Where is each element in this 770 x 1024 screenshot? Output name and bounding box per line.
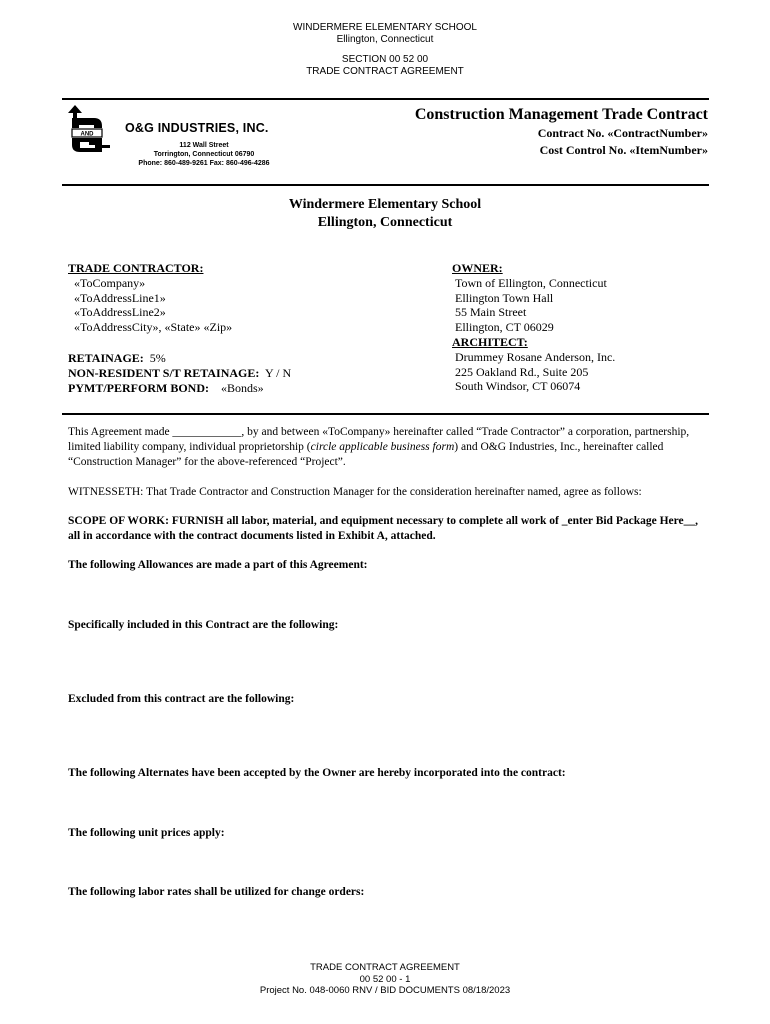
- agreement-text-part1: This Agreement made ____________, by and between «ToCompany» hereinafter called “Trade Contractor” a corporation, partnership, limited liability company, individual proprietorship (: [68, 426, 690, 453]
- owner-line3: 55 Main Street: [455, 305, 527, 320]
- agreement-text-part2: ) and O&G Industries, Inc., hereinafter called “Construction Manager” for the above-referenced “Project”.: [68, 441, 664, 468]
- nonresident-label: NON-RESIDENT S/T RETAINAGE:: [68, 365, 260, 380]
- trade-contractor-city: «ToAddressCity», «State» «Zip»: [74, 320, 233, 335]
- architect-line1: Drummey Rosane Anderson, Inc.: [455, 349, 616, 364]
- architect-label: ARCHITECT:: [452, 334, 528, 349]
- bond-value: «Bonds»: [220, 380, 264, 395]
- cost-control-number: Cost Control No. «ItemNumber»: [539, 143, 708, 157]
- bond-label: PYMT/PERFORM BOND:: [68, 380, 209, 395]
- allowances-heading: The following Allowances are made a part of this Agreement:: [68, 559, 368, 571]
- letterhead-divider: [62, 184, 709, 186]
- company-logo-icon: [66, 104, 112, 154]
- agreement-paragraph: [68, 425, 708, 470]
- company-city: Torrington, Connecticut 06790: [153, 151, 255, 158]
- footer-title: TRADE CONTRACT AGREEMENT: [310, 962, 460, 973]
- terms-block: [68, 351, 291, 395]
- trade-contractor-label: TRADE CONTRACTOR:: [68, 261, 204, 275]
- header-location: Ellington, Connecticut: [336, 34, 434, 45]
- owner-block: [452, 261, 615, 394]
- top-divider: [62, 98, 709, 100]
- project-name: Windermere Elementary School: [288, 197, 482, 212]
- owner-label: OWNER:: [452, 261, 503, 275]
- running-header: [0, 22, 770, 78]
- architect-line2: 225 Oakland Rd., Suite 205: [455, 364, 589, 379]
- header-doc-title: TRADE CONTRACT AGREEMENT: [306, 66, 464, 77]
- logo-and-text: AND: [80, 131, 94, 138]
- trade-contractor-company: «ToCompany»: [74, 275, 146, 290]
- footer-project-line: Project No. 048-0060 RNV / BID DOCUMENTS 08/18/2023: [259, 985, 511, 996]
- labor-rates-heading: The following labor rates shall be utilized for change orders:: [68, 886, 365, 898]
- witnesseth-paragraph: WITNESSETH: That Trade Contractor and Construction Manager for the consideration hereinafter named, agree as follows:: [68, 486, 642, 498]
- owner-line1: Town of Ellington, Connecticut: [455, 275, 607, 290]
- excluded-heading: Excluded from this contract are the following:: [68, 693, 295, 705]
- company-phone-fax: Phone: 860-489-9261 Fax: 860-496-4286: [138, 160, 270, 167]
- scope-of-work-paragraph: SCOPE OF WORK: FURNISH all labor, material, and equipment necessary to complete all work of _enter Bid Package Here__, all in accordance with the contract documents listed in Exhibit A, attached.: [68, 515, 699, 542]
- company-street: 112 Wall Street: [179, 142, 229, 149]
- architect-line3: South Windsor, CT 06074: [455, 379, 581, 394]
- retainage-label: RETAINAGE:: [68, 351, 144, 365]
- agreement-business-form: circle applicable business form: [310, 441, 455, 453]
- retainage-value: 5%: [149, 351, 166, 365]
- trade-contractor-address2: «ToAddressLine2»: [74, 305, 166, 320]
- parties-divider: [62, 413, 709, 415]
- trade-contractor-address1: «ToAddressLine1»: [74, 290, 166, 305]
- header-school: WINDERMERE ELEMENTARY SCHOOL: [293, 22, 477, 33]
- footer-page-number: 00 52 00 - 1: [359, 973, 411, 985]
- contract-title: Construction Management Trade Contract: [414, 106, 708, 123]
- contract-number: Contract No. «ContractNumber»: [537, 126, 708, 140]
- trade-contractor-block: [68, 261, 232, 335]
- nonresident-value: Y / N: [264, 365, 292, 380]
- included-heading: Specifically included in this Contract are the following:: [68, 619, 339, 631]
- alternates-heading: The following Alternates have been accepted by the Owner are hereby incorporated into the contract:: [68, 767, 566, 779]
- unit-prices-heading: The following unit prices apply:: [68, 827, 225, 839]
- company-address: [118, 141, 290, 168]
- owner-line4: Ellington, CT 06029: [455, 320, 554, 335]
- owner-line2: Ellington Town Hall: [455, 290, 554, 305]
- header-section: SECTION 00 52 00: [341, 54, 429, 65]
- project-location: Ellington, Connecticut: [317, 215, 453, 230]
- page-footer: [0, 962, 770, 997]
- company-name: O&G INDUSTRIES, INC.: [125, 121, 269, 135]
